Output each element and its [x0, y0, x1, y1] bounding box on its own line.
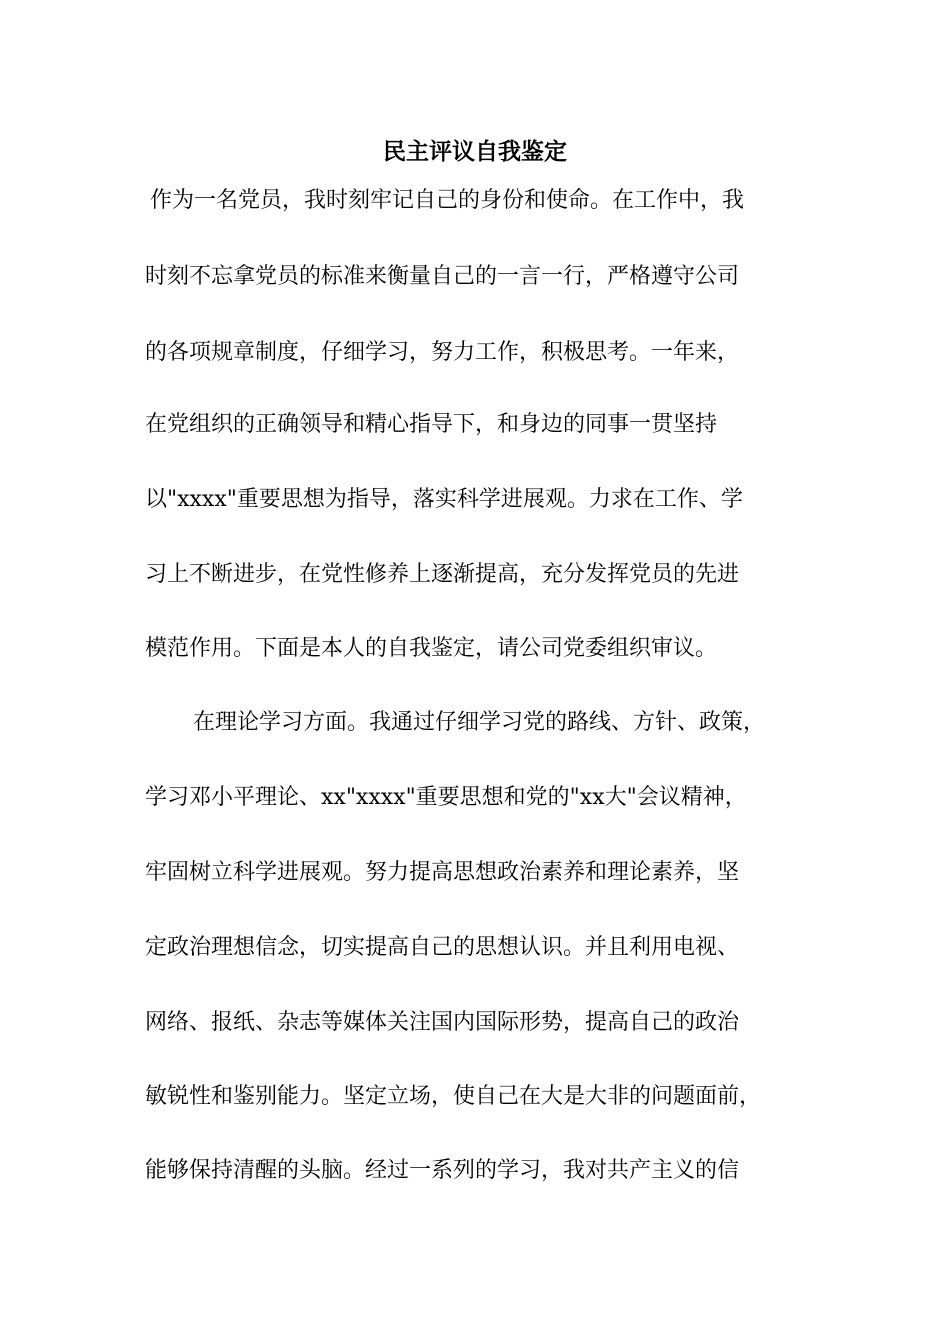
paragraph-line-11: 定政治理想信念，切实提高自己的思想认识。并且利用电视、 [145, 935, 740, 960]
paragraph-line-9: 学习邓小平理论、xx"xxxx"重要思想和党的"xx大"会议精神， [145, 785, 747, 810]
paragraph-line-1: 作为一名党员，我时刻牢记自己的身份和使命。在工作中，我 [150, 188, 745, 213]
paragraph-line-4: 在党组织的正确领导和精心指导下，和身边的同事一贯坚持 [145, 412, 718, 437]
paragraph-line-8: 在理论学习方面。我通过仔细学习党的路线、方针、政策， [193, 710, 766, 735]
paragraph-line-6: 习上不断进步，在党性修养上逐渐提高，充分发挥党员的先进 [145, 562, 740, 587]
paragraph-line-5: 以"xxxx"重要思想为指导，落实科学进展观。力求在工作、学 [145, 487, 743, 512]
paragraph-line-13: 敏锐性和鉴别能力。坚定立场，使自己在大是大非的问题面前， [145, 1084, 762, 1109]
paragraph-line-3: 的各项规章制度，仔细学习，努力工作，积极思考。一年来， [145, 340, 740, 365]
paragraph-line-10: 牢固树立科学进展观。努力提高思想政治素养和理论素养，坚 [145, 860, 740, 885]
paragraph-line-7: 模范作用。下面是本人的自我鉴定，请公司党委组织审议。 [145, 636, 718, 661]
paragraph-line-12: 网络、报纸、杂志等媒体关注国内国际形势，提高自己的政治 [145, 1010, 740, 1035]
paragraph-line-2: 时刻不忘拿党员的标准来衡量自己的一言一行，严格遵守公司 [145, 264, 740, 289]
document-title: 民主评议自我鉴定 [383, 138, 567, 165]
paragraph-line-14: 能够保持清醒的头脑。经过一系列的学习，我对共产主义的信 [145, 1158, 740, 1183]
